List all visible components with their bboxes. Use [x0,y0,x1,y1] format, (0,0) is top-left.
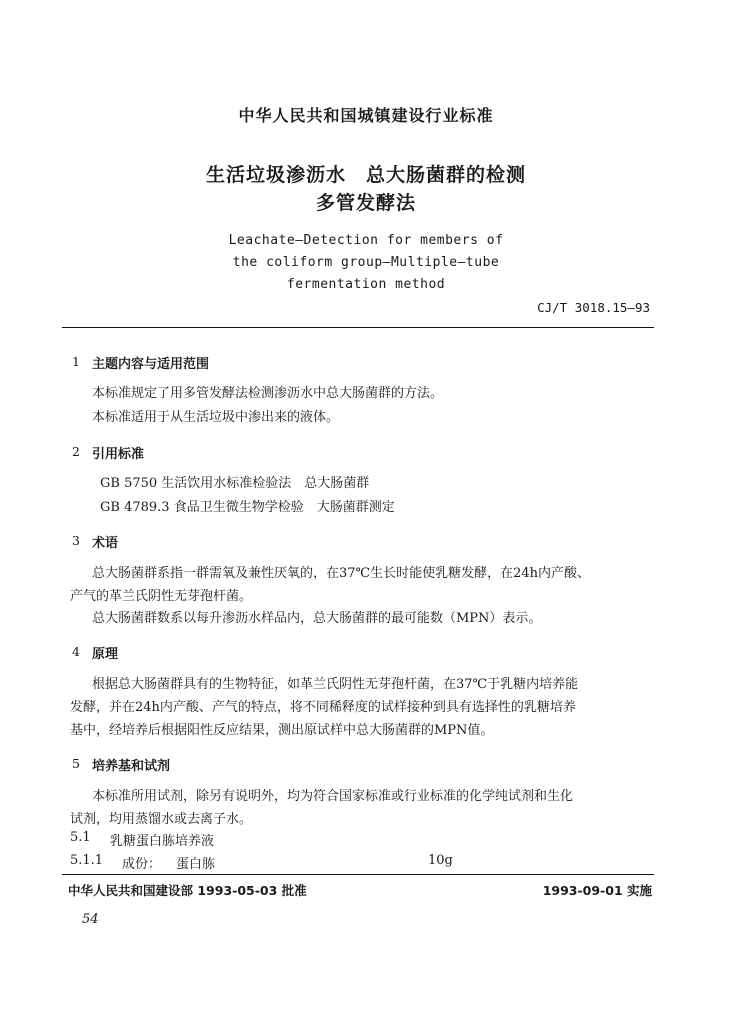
section-3-title: 术语 [92,536,119,551]
bottom-divider [62,874,654,875]
effective-date-line: 1993-09-01 实施 [542,883,652,898]
reference-gb4789-3: GB 4789.3 食品卫生微生物学检验 大肠菌群测定 [100,500,395,515]
section-1-paragraph-1: 本标准规定了用多管发酵法检测渗沥水中总大肠菌群的方法。 [92,386,444,401]
subsection-5-1-1-number: 5.1.1 [70,853,104,868]
english-title-line2: the coliform group—Multiple—tube [232,255,500,270]
section-4-number: 4 [72,644,80,659]
subsection-5-1-number: 5.1 [70,830,91,845]
english-title-line3: fermentation method [286,277,446,292]
section-2-number: 2 [72,444,80,459]
section-5-number: 5 [72,756,80,771]
section-3-paragraph-1-line2: 产气的革兰氏阴性无芽孢杆菌。 [70,589,253,604]
section-4-title: 原理 [92,647,119,662]
standard-code: CJ/T 3018.15—93 [537,300,650,315]
page-number: 54 [82,912,99,927]
issuer-header: 中华人民共和国城镇建设行业标准 [238,106,494,125]
section-4-paragraph-line3: 基中，经培养后根据阳性反应结果，测出原试样中总大肠菌群的MPN值。 [70,723,494,738]
section-5-paragraph-line1: 本标准所用试剂，除另有说明外，均为符合国家标准或行业标准的化学纯试剂和生化 [92,789,574,804]
english-title-line1: Leachate—Detection for members of [228,233,504,248]
section-2-title: 引用标准 [92,447,145,462]
document-title-line1: 生活垃圾渗沥水 总大肠菌群的检测 [205,164,526,186]
section-4-paragraph-line1: 根据总大肠菌群具有的生物特征，如革兰氏阴性无芽孢杆菌，在37℃于乳糖内培养能 [92,677,579,692]
section-3-number: 3 [72,533,80,548]
ingredient-name: 蛋白胨 [176,857,216,872]
section-5-paragraph-line2: 试剂，均用蒸馏水或去离子水。 [70,812,253,827]
section-3-paragraph-1-line1: 总大肠菌群系指一群需氧及兼性厌氧的，在37℃生长时能使乳糖发酵，在24h内产酸、 [92,566,590,581]
reference-gb5750: GB 5750 生活饮用水标准检验法 总大肠菌群 [100,476,370,491]
section-5-title: 培养基和试剂 [92,759,171,774]
subsection-5-1-title: 乳糖蛋白胨培养液 [110,834,215,849]
document-title-line2: 多管发酵法 [315,192,416,214]
ingredient-label: 成份： [122,857,162,872]
section-1-number: 1 [72,354,80,369]
ingredient-amount: 10g [428,853,453,868]
section-1-title: 主题内容与适用范围 [92,357,210,372]
section-4-paragraph-line2: 发酵，并在24h内产酸、产气的特点，将不同稀释度的试样接种到具有选择性的乳糖培养 [70,700,576,715]
section-1-paragraph-2: 本标准适用于从生活垃圾中渗出来的液体。 [92,410,340,425]
section-3-paragraph-2: 总大肠菌群数系以每升渗沥水样品内，总大肠菌群的最可能数（MPN）表示。 [92,611,542,626]
top-divider [62,327,654,328]
approval-line: 中华人民共和国建设部 1993-05-03 批准 [68,883,307,898]
